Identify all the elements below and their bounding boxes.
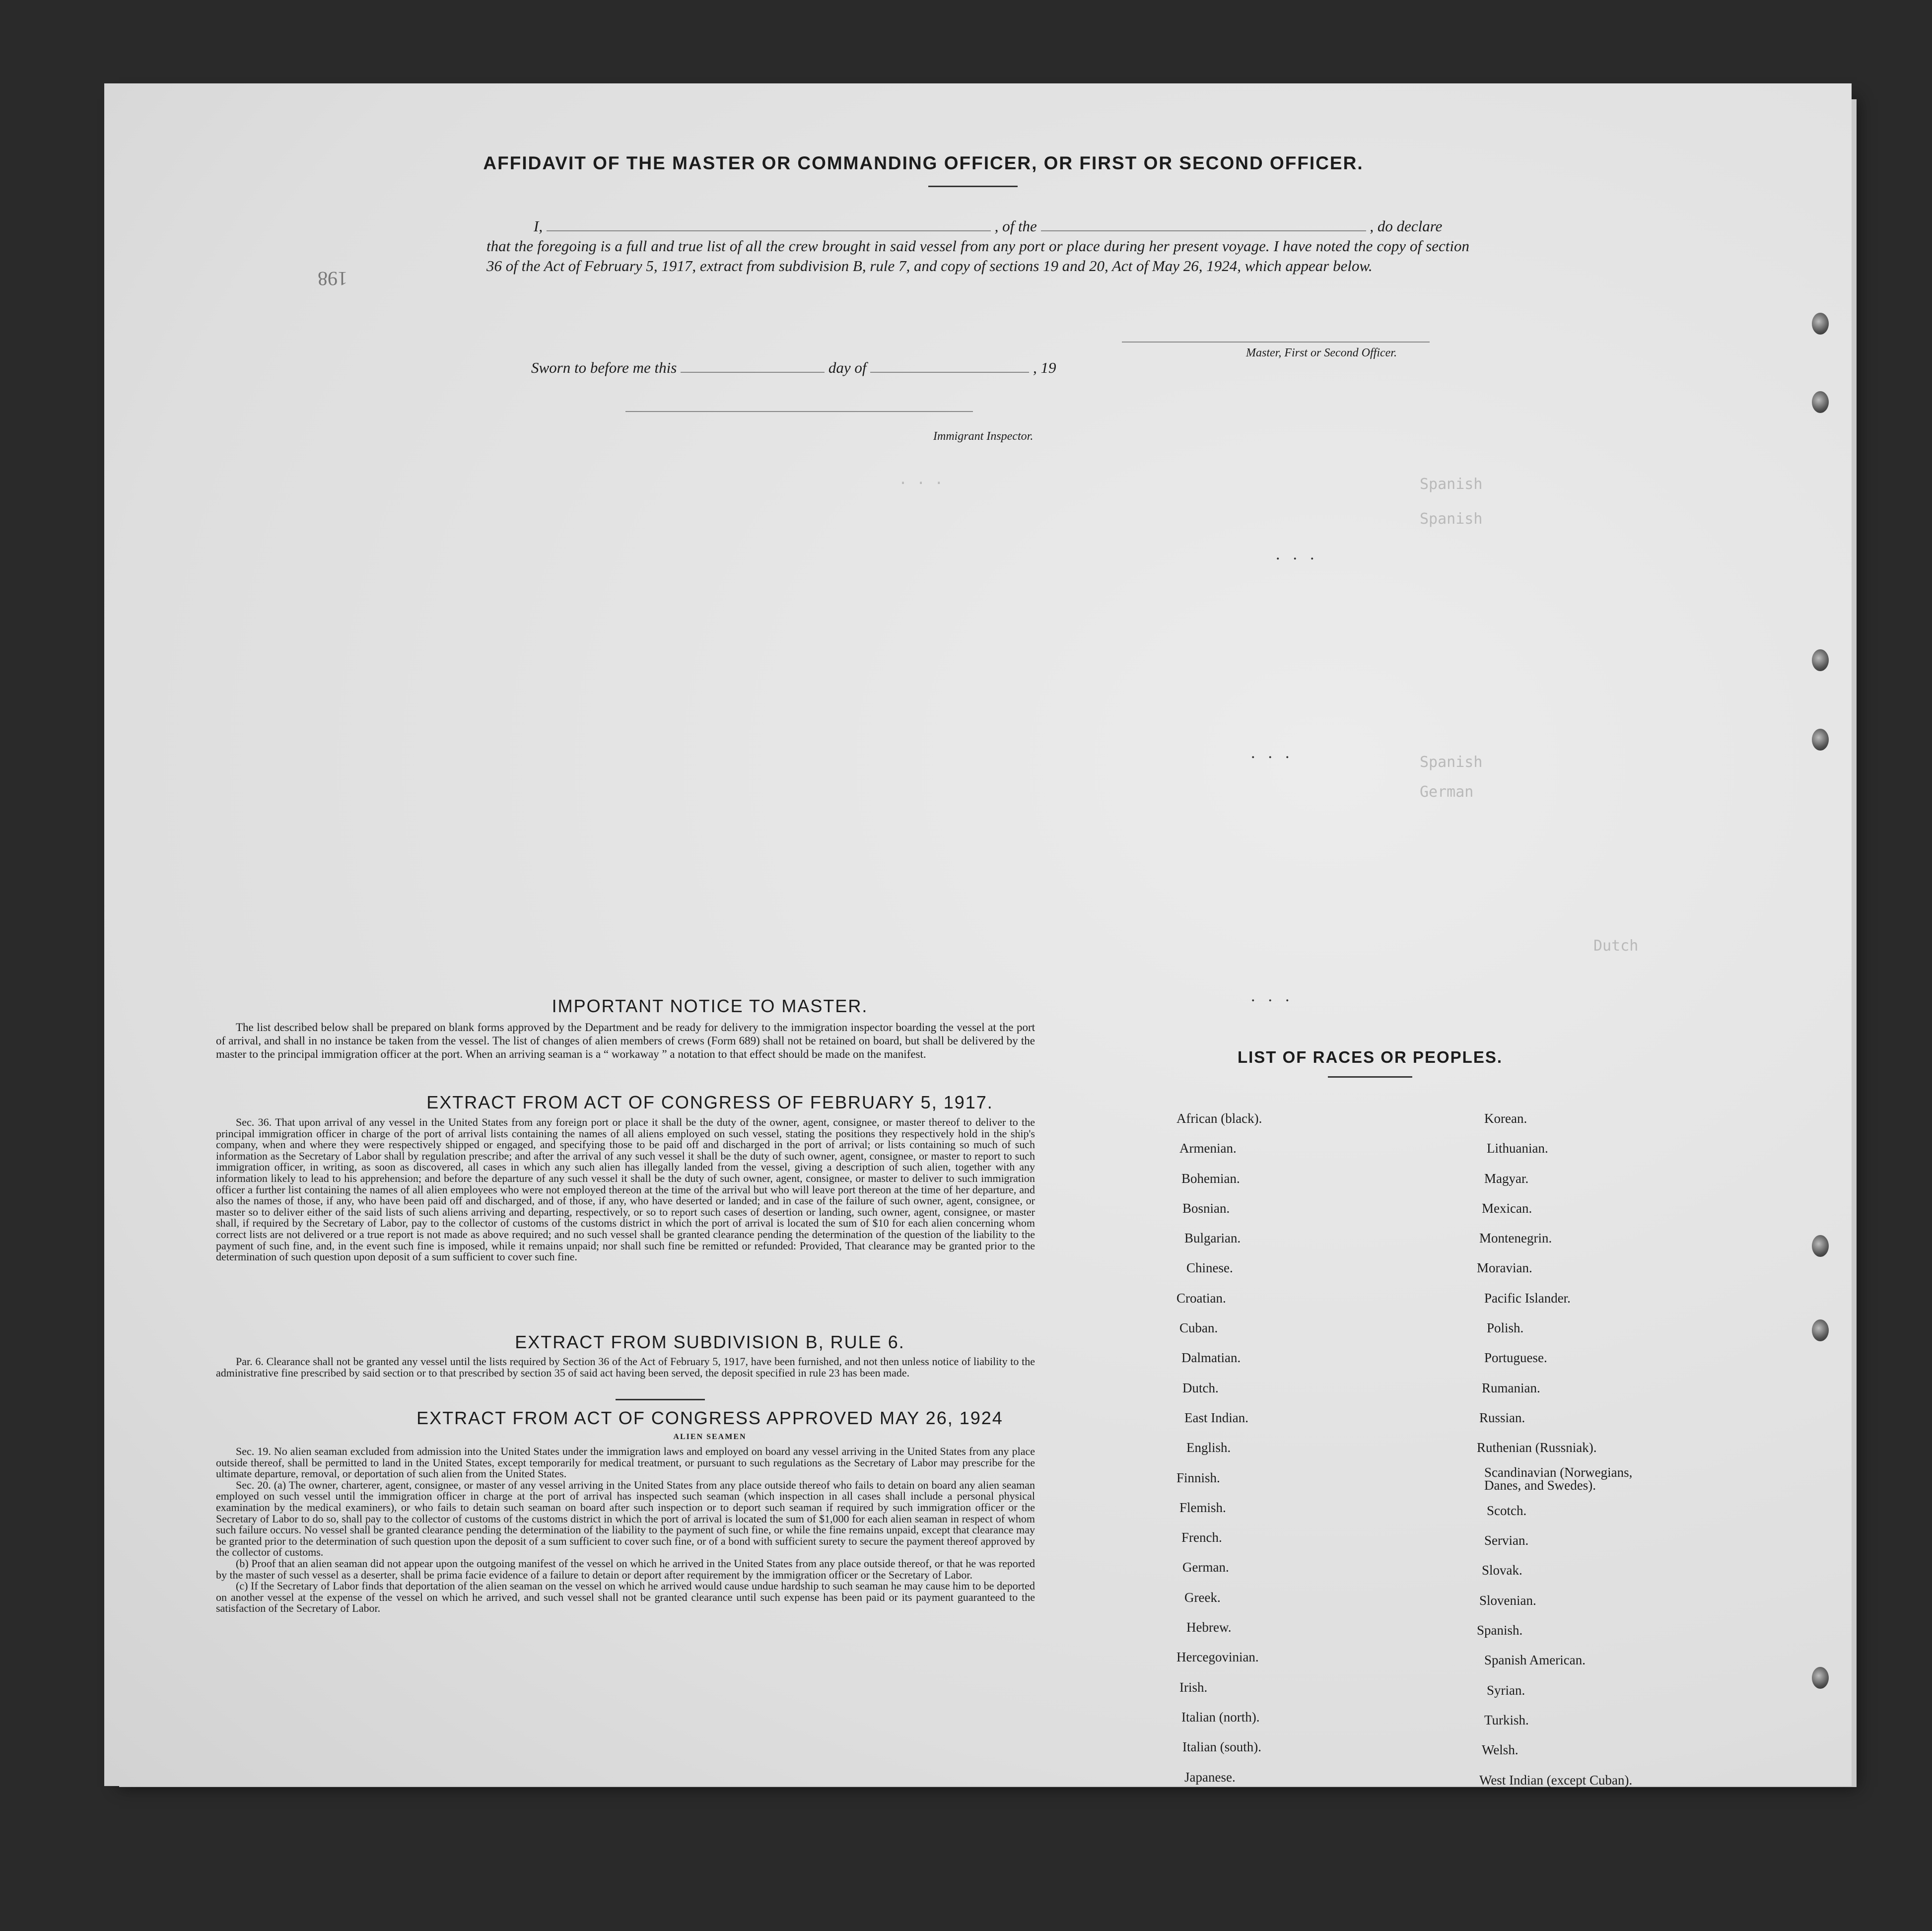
sec-20b-text: (b) Proof that an alien seaman did not appear upon the outgoing manifest of the vessel on which he arrived in the United States from any place outside thereof, or that he was reported by the master of such vessel as a deserter, shall be prima facie evidence of a failure to detain or deport after requirement by the immigration officer or the Secretary of Labor. [216,1557,1035,1581]
race-item: Welsh. [1482,1742,1518,1758]
page-number: 198 [318,268,347,290]
extract-1917-text: Sec. 36. That upon arrival of any vessel in the United States from any foreign port or place it shall be the duty of the owner, agent, consignee, or master thereof to deliver to the principal immigration officer in charge of the port of arrival lists containing the names of all aliens employed on such vessel, stating the positions they respectively hold in the ship's company, when and where they were respectively shipped or engaged, and specifying those to be paid off and discharged in the port of arrival; or lists containing so much of such information as the Secretary of Labor shall by regulation prescribe; and after the arrival of any such vessel it shall be the duty of such owner, agent, consignee, or master to report to such immigration officer, in writing, as soon as discovered, all cases in which any such alien has illegally landed from the vessel, giving a description of such alien, together with any information likely to lead to his apprehension; and before the departure of any such vessel it shall be the duty of such owner, agent, consignee, or master to deliver to such immigration officer a further list containing the names of all alien employees who were not employed thereon at the time of the arrival but who will leave port thereon at the time of her departure, and also the names of those, if any, who have been paid off and discharged, and of those, if any, who have deserted or landed; and in case of the failure of such owner, agent, consignee, or master so to deliver either of the said lists of such aliens arriving and departing, respectively, or so to report such cases of desertion or landing, such owner, agent, consignee, or master shall, if required by the Secretary of Labor, pay to the collector of customs of the customs district in which the port of arrival is located the sum of $10 for each alien concerning whom correct lists are not delivered or a true report is not made as above required; and no such vessel shall be granted clearance pending the determination of the question of the liability to the payment of such fine, and, in the event such fine is imposed, while it remains unpaid; nor shall such fine be remitted or refunded: Provided, That clearance may be granted prior to the determination of such question upon deposit of a sum sufficient to cover such fine. [216,1116,1035,1263]
sworn-label: Sworn to before me this [531,359,677,376]
affidavit-title: AFFIDAVIT OF THE MASTER OR COMMANDING OFFICER, OR FIRST OR SECOND OFFICER. [483,153,1364,173]
race-item: Japanese. [1184,1769,1236,1785]
race-item: Spanish. [1477,1623,1523,1638]
binder-hole [1812,1235,1829,1257]
race-item: Polish. [1487,1320,1524,1336]
affidavit-statement [486,216,1469,276]
race-item: Italian (south). [1182,1739,1261,1755]
race-item: Moravian. [1477,1260,1532,1276]
race-item: Scotch. [1487,1503,1527,1518]
race-item: German. [1182,1560,1229,1575]
race-item: Slovenian. [1479,1592,1536,1608]
race-item: Portuguese. [1484,1350,1547,1366]
race-item: Pacific Islander. [1484,1290,1571,1306]
race-item: Cuban. [1179,1320,1218,1336]
race-item: Dutch. [1182,1380,1219,1395]
day-of-label: day of [828,359,867,376]
race-item: Spanish American. [1484,1653,1586,1668]
race-item: Finnish. [1176,1470,1220,1485]
binder-hole [1812,729,1829,751]
race-item: Korean. [1484,1111,1527,1126]
races-right-column [1365,1103,1653,1795]
rule6-text: Par. 6. Clearance shall not be granted any vessel until the lists required by Section 36 of the Act of February 5, 1917, have been furnished, and not then unless notice of liability to the administrative fine prescribed by said section or to that prescribed by section 35 of said act having been served, the deposit specified in rule 23 has been made. [216,1355,1035,1379]
extract-1924-title: EXTRACT FROM ACT OF CONGRESS APPROVED MAY 26, 1924 [416,1408,1003,1428]
declare-label: , do declare [1370,217,1443,235]
race-item: Turkish. [1484,1712,1529,1727]
sec-19-text: Sec. 19. No alien seaman excluded from admission into the United States under the immigration laws and employed on board any vessel arriving in the United States from any place outside thereof, shall be permitted to land in the United States, except temporarily for medical treatment, or pursuant to such regulations as the Secretary of Labor may prescribe for the ultimate departure, removal, or deportation of such alien from the United States. [216,1445,1035,1480]
inspector-label: Immigrant Inspector. [933,430,1034,443]
binder-hole [1812,649,1829,671]
race-item: Italian (north). [1181,1709,1260,1724]
race-item: Bulgarian. [1184,1231,1241,1246]
race-item: East Indian. [1184,1410,1248,1425]
race-item: Chinese. [1186,1260,1233,1276]
affidavit-body: that the foregoing is a full and true list of all the crew brought in said vessel from any port or place during her present voyage. I have noted the copy of section 36 of the Act of February 5, 1917, extract from subdivision B, rule 7, and copy of sections 19 and 20, Act of May 26, 1924, which appear below. [486,237,1469,275]
signature-line[interactable] [1122,342,1430,343]
sworn-line [531,359,1056,377]
race-item: Croatian. [1176,1290,1226,1306]
sec-20c-text: (c) If the Secretary of Labor finds that deportation of the alien seaman on the vessel on which he arrived would cause undue hardship to such seaman he may cause him to be deported on another vessel at the expense of the vessel on which he arrived, and such vessel shall not be granted clearance until such expense has been paid or its payment guaranteed to the satisfaction of the Secretary of Labor. [216,1580,1035,1615]
races-left-column [1172,1103,1262,1792]
notice-title: IMPORTANT NOTICE TO MASTER. [552,996,868,1016]
binder-hole [1812,313,1829,335]
signature-label: Master, First or Second Officer. [1246,346,1397,359]
race-item: Rumanian. [1482,1380,1540,1395]
race-item: Flemish. [1179,1500,1226,1515]
race-item: Bosnian. [1182,1200,1230,1216]
race-item: Irish. [1179,1679,1208,1695]
race-item: Magyar. [1484,1171,1529,1186]
vessel-field[interactable] [1041,230,1366,231]
divider [1328,1076,1412,1078]
race-item: Slovak. [1482,1563,1522,1578]
pronoun-i: I, [534,217,543,235]
sec-20a-text: Sec. 20. (a) The owner, charterer, agent, consignee, or master of any vessel arriving in the United States from any place outside thereof who fails to detain on board any alien seaman employed on such vessel until the immigration officer in charge at the port of arrival has inspected such seaman (which inspection in all cases shall include a personal physical examination by the medical examiners), or who fails to detain such seaman on board after such inspection or to deport such seaman if required by such immigration officer or the Secretary of Labor to do so, shall pay to the collector of customs of the customs district in which the port of arrival is located the sum of $1,000 for each alien seaman in respect of whom such failure occurs. No vessel shall be granted clearance pending the determination of the liability to the payment of such fine, or while the fine remains unpaid, except that clearance may be granted prior to the determination of such question upon the deposit of a sum sufficient to cover such fine, or of a bond with sufficient surety to secure the payment thereof approved by the collector of customs. [216,1478,1035,1559]
race-item: Lithuanian. [1487,1141,1548,1156]
race-item: Hebrew. [1186,1620,1232,1635]
of-the-label: , of the [994,217,1037,235]
race-item: Servian. [1484,1533,1529,1548]
document-page: . . . Spanish Spanish Spanish German Dutch 198 AFFIDAVIT OF THE MASTER OR COMMANDING OFFICER, OR FIRST OR SECOND OFFICER. I, , of the , do declare that the foregoing is a full and true list of all the crew brought in said vessel from any port or place during her present voyage. I have noted the copy of section 36 of the Act of February 5, 1917, extract from subdivision B, rule 7, and copy of sections 19 and 20, Act of May 26, 1924, which appear below. Master, First or Second Officer. Sworn to before me this day of , 19 Immigrant Inspector. IMPORTANT NOTICE TO MASTER. The list described below shall be prepared on blank forms approved by the Department and be ready for delivery to the immigration inspector boarding the vessel at the port of arrival, and shall in no instance be taken from the vessel. The list of changes of alien members of crews (Form 689) shall not be retained on board, but shall be delivered by the master to the principal immigration officer at the port. When an arriving seaman is a “ workaway ” a notation to that effect should be made on the manifest. EXTRACT FROM ACT OF CONGRESS OF FEBRUARY 5, 1917. Sec. 36. That upon arrival of any vessel in the United States from any foreign port or place it shall be the duty of the owner, agent, consignee, or master thereof to deliver to the principal immigration officer in charge of the port of arrival lists containing the names of all aliens employed on such vessel, stating the positions they respectively hold in the ship's company, when and where they were respectively shipped or engaged, and specifying those to be paid off and discharged in the port of arrival; or lists containing so much of such information as the Secretary of Labor shall by regulation prescribe; and after the arrival of any such vessel it shall be the duty of such owner, agent, consignee, or master to report to such immigration officer, in writing, as soon as discovered, all cases in which any such alien has illegally landed from the vessel, giving a description of such alien, together with any information likely to lead to his apprehension; and before the departure of any such vessel it shall be the duty of such owner, agent, consignee, or master to deliver to such immigration officer a further list containing the names of all alien employees who were not employed thereon at the time of the arrival but who will leave port thereon at the time of her departure, and also the names of those, if any, who have been paid off and discharged, and of those, if any, who have deserted or landed; and in case of the failure of such owner, agent, consignee, or master so to deliver either of the said lists of such aliens arriving and departing, respectively, or so to report such cases of desertion or landing, such owner, agent, consignee, or master shall, if required by the Secretary of Labor, pay to the collector of customs of the customs district in which the port of arrival is located the sum of $10 for each alien concerning whom correct lists are not delivered or a true report is not made as above required; and no such vessel shall be granted clearance pending the determination of the question of the liability to the payment of such fine, and, in the event such fine is imposed, while it remains unpaid; nor shall such fine be remitted or refunded: Provided, That clearance may be granted prior to the determination of such question upon deposit of a sum sufficient to cover such fine. EXTRACT FROM SUBDIVISION B, RULE 6. Par. 6. Clearance shall not be granted any vessel until the lists required by Section 36 of the Act of February 5, 1917, have been furnished, and not then unless notice of liability to the administrative fine prescribed by said section or to that prescribed by section 35 of said act having been served, the deposit specified in rule 23 has been made. EXTRACT FROM ACT OF CONGRESS APPROVED MAY 26, 1924 ALIEN SEAMEN Sec. 19. No alien seaman excluded from admission into the United States under the immigration laws and employed on board any vessel arriving in the United States from any place outside thereof, shall be permitted to land in the United States, except temporarily for medical treatment, or pursuant to such regulations as the Secretary of Labor may prescribe for the ultimate departure, removal, or deportation of such alien from the United States. Sec. 20. (a) The owner, charterer, agent, consignee, or master of any vessel arriving in the United States from any place outside thereof who fails to detain on board any alien seaman employed on such vessel until the immigration officer in charge at the port of arrival has inspected such seaman (which inspection in all cases shall include a personal physical examination by the medical examiners), or who fails to detain such seaman on board after such inspection or to deport such seaman if required by such immigration officer or the Secretary of Labor to do so, shall pay to the collector of customs of the customs district in which the port of arrival is located the sum of $1,000 for each alien seaman in respect of whom such failure occurs. No vessel shall be granted clearance pending the determination of the liability to the payment of such fine, or while the fine remains unpaid, except that clearance may be granted prior to the determination of such question upon the deposit of a sum sufficient to cover such fine, or of a bond with sufficient surety to secure the payment thereof approved by the collector of customs. (b) Proof that an alien seaman did not appear upon the outgoing manifest of the vessel on which he arrived in the United States from any place outside thereof, or that he was reported by the master of such vessel as a deserter, shall be prima facie evidence of a failure to detain or deport after requirement by the immigration officer or the Secretary of Labor. (c) If the Secretary of Labor finds that deportation of the alien seaman on the vessel on which he arrived would cause undue hardship to such seaman he may cause him to be deported on another vessel at the expense of the vessel on which he arrived, and such vessel shall not be granted clearance until such expense has been paid or its payment guaranteed to the satisfaction of the Secretary of Labor. LIST OF RACES OR PEOPLES. African (black). Armenian. Bohemian. Bosnian. Bulgarian. Chinese. Croatian. Cuban. Dalmatian. Dutch. East Indian. English. Finnish. Flemish. French. German. Greek. Hebrew. Hercegovinian. Irish. Italian (north). Italian (south). Japanese. Korean. Lithuanian. Magyar. Mexican. Montenegrin. Moravian. Pacific Islander. Polish. Portuguese. Rumanian. Russian. Ruthenian (Russniak). Scandinavian (Norwegians, Danes, and Swedes). Scotch. Servian. Slovak. Slovenian. Spanish. Spanish American. Syrian. Turkish. Welsh. West Indian (except Cuban). ... ... ... [104,83,1852,1786]
race-item: Hercegovinian. [1176,1650,1259,1665]
binder-hole [1812,1319,1829,1341]
extract-1917-title: EXTRACT FROM ACT OF CONGRESS OF FEBRUARY 5, 1917. [426,1092,993,1112]
race-item: Ruthenian (Russniak). [1477,1440,1597,1455]
race-item: Scandinavian (Norwegians, Danes, and Swedes). [1484,1464,1633,1493]
alien-seamen-subtitle: ALIEN SEAMEN [673,1433,747,1441]
notice-text: The list described below shall be prepared on blank forms approved by the Department and be ready for delivery to the immigration inspector boarding the vessel at the port of arrival, and shall in no instance be taken from the vessel. The list of changes of alien members of crews (Form 689) shall not be retained on board, but shall be delivered by the master to the principal immigration officer at the port. When an arriving seaman is a “ workaway ” a notation to that effect should be made on the manifest. [216,1021,1035,1060]
races-title: LIST OF RACES OR PEOPLES. [1237,1048,1503,1066]
divider [928,186,1018,187]
rule6-title: EXTRACT FROM SUBDIVISION B, RULE 6. [515,1332,905,1352]
inspector-signature-line[interactable] [625,411,973,412]
race-item: Armenian. [1179,1141,1237,1156]
sworn-month-field[interactable] [870,372,1029,373]
binder-hole [1812,391,1829,413]
year-label: , 19 [1033,359,1056,376]
race-item: English. [1186,1440,1231,1455]
race-item: Dalmatian. [1181,1350,1241,1366]
race-item: African (black). [1176,1111,1262,1126]
sworn-day-field[interactable] [681,372,825,373]
race-item: Greek. [1184,1589,1221,1605]
affidavit-first-line [486,216,1469,236]
name-field[interactable] [547,230,991,231]
divider [616,1399,705,1400]
race-item: Mexican. [1482,1200,1532,1216]
race-item: West Indian (except Cuban). [1479,1772,1633,1788]
race-item: Bohemian. [1181,1171,1240,1186]
race-item: Montenegrin. [1479,1231,1552,1246]
race-item: French. [1181,1530,1222,1545]
extract-1924-text [216,1446,1035,1614]
race-item: Russian. [1479,1410,1525,1425]
binder-hole [1812,1667,1829,1689]
race-item: Syrian. [1487,1682,1525,1698]
